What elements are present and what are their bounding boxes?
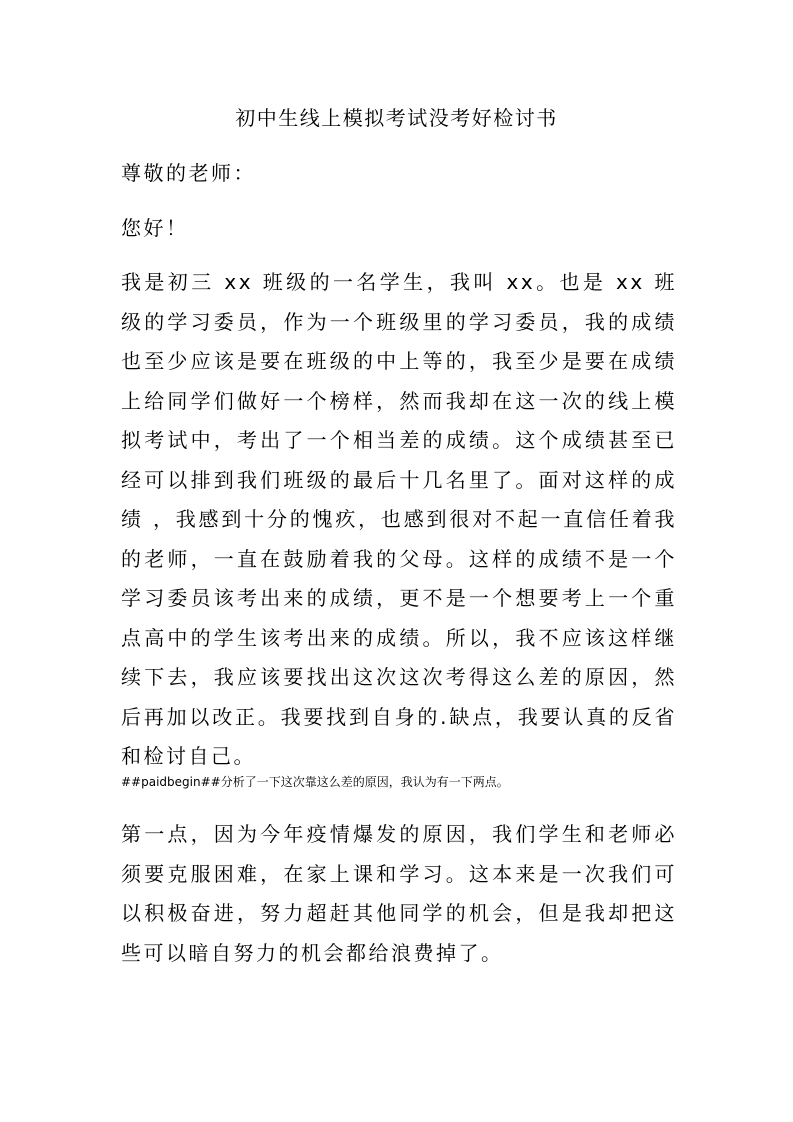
body-paragraph-2: 第一点，因为今年疫情爆发的原因，我们学生和老师必须要克服困难，在家上课和学习。这本来是一次我们可以积极奋进，努力超赶其他同学的机会，但是我却把这些可以暗自努力的机会都给浪费掉了。	[121, 822, 677, 965]
greeting: 您好！	[121, 216, 189, 240]
document-title: 初中生线上模拟考试没考好检讨书	[235, 106, 558, 130]
paid-section-note: ##paidbegin##分析了一下这次靠这么差的原因，我认为有一下两点。	[121, 775, 509, 789]
salutation: 尊敬的老师：	[121, 161, 256, 185]
body-paragraph-1: 我是初三 xx 班级的一名学生，我叫 xx。也是 xx 班级的学习委员，作为一个班级里的学习委员，我的成绩也至少应该是要在班级的中上等的，我至少是要在成绩上给同学们做好一个榜样，然而我却在这一次的线上模拟考试中，考出了一个相当差的成绩。这个成绩甚至已经可以排到我们班级的最后十几名里了。面对这样的成绩 ，我感到十分的愧疚，也感到很对不起一直信任着我的老师，一直在鼓励着我的父母。这样的成绩不是一个学习委员该考出来的成绩，更不是一个想要考上一个重点高中的学生该考出来的成绩。所以，我不应该这样继续下去，我应该要找出这次这次考得这么差的原因，然后再加以改正。我要找到自身的.缺点，我要认真的反省和检讨自己。	[121, 270, 677, 768]
